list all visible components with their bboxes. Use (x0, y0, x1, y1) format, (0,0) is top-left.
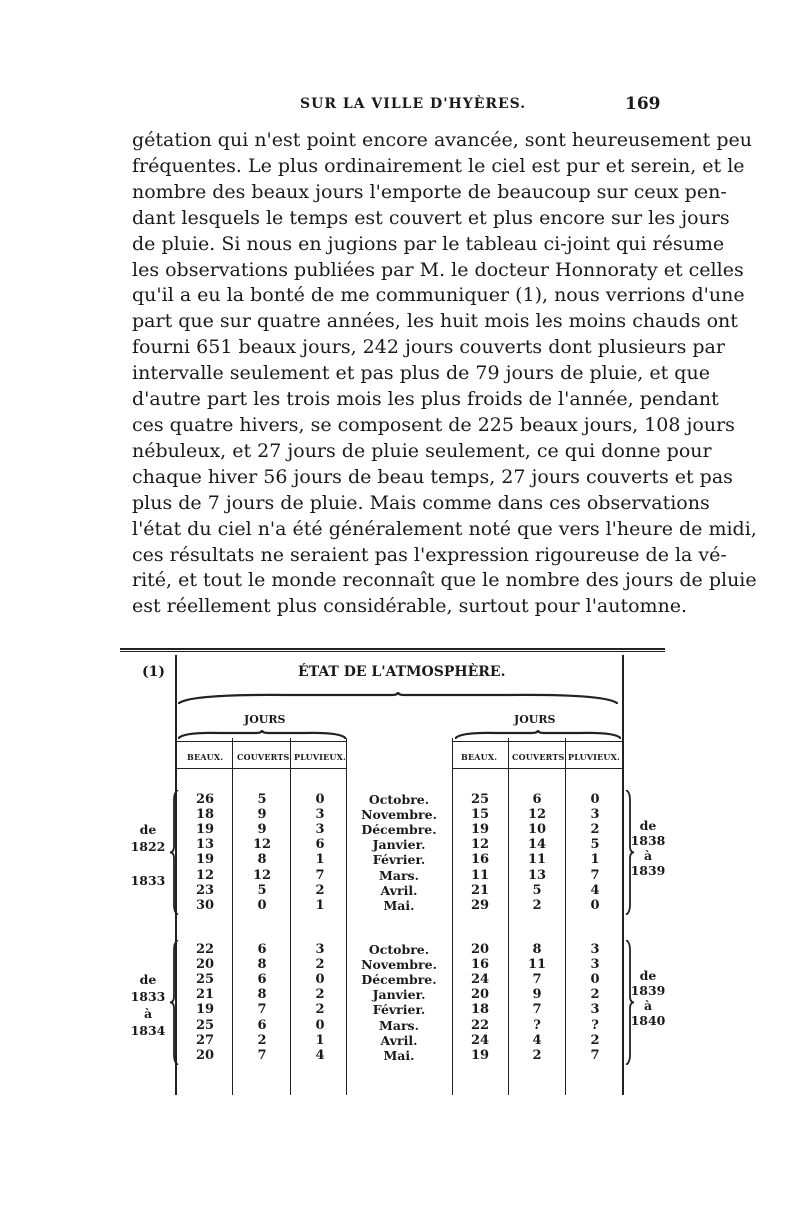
column-header: COUVERTS. (237, 752, 293, 762)
period-label-left: 1833 (130, 873, 166, 888)
cell-value: 3 (315, 822, 325, 838)
period-label-right: à (643, 998, 653, 1013)
cell-value: 12 (252, 867, 272, 883)
cell-value: 22 (470, 1017, 490, 1033)
month-label: Mai. (383, 1047, 415, 1063)
text-line: l'état du ciel n'a été généralement noté que vers l'heure de midi, (132, 517, 757, 540)
month-label: Avril. (380, 1032, 418, 1048)
cell-value: 2 (257, 1032, 267, 1048)
subheader-line-right (452, 741, 623, 742)
footnote-marker: (1) (142, 664, 165, 680)
period-label-right: de (639, 968, 657, 983)
cell-value: 19 (195, 1002, 215, 1018)
month-label: Février. (372, 1002, 426, 1018)
period-label-right: de (639, 818, 657, 833)
month-label: Décembre. (361, 972, 437, 988)
period-label-left: à (143, 1006, 153, 1021)
text-line: chaque hiver 56 jours de beau temps, 27 jours couverts et pas (132, 465, 733, 488)
column-header: PLUVIEUX. (568, 752, 620, 762)
cell-value: 11 (470, 867, 490, 883)
period-label-right: 1839 (630, 983, 666, 998)
cell-value: 3 (590, 1002, 600, 1018)
cell-value: 5 (257, 792, 267, 807)
cell-value: 18 (195, 807, 215, 823)
running-header (0, 96, 800, 120)
cell-value: 3 (590, 957, 600, 973)
cell-value: 2 (532, 897, 542, 913)
cell-value: 29 (470, 897, 490, 913)
column-header: BEAUX. (461, 752, 498, 762)
month-label: Novembre. (361, 957, 437, 973)
cell-value: 5 (590, 837, 600, 853)
month-label: Octobre. (368, 942, 430, 957)
cell-value: 26 (195, 792, 215, 807)
text-line: les observations publiées par M. le docteur Honnoraty et celles (132, 258, 744, 281)
page-number: 169 (625, 94, 661, 114)
cell-value: 20 (470, 987, 490, 1003)
month-label: Novembre. (361, 807, 437, 823)
cell-value: 25 (470, 792, 490, 807)
body-paragraph (132, 128, 757, 620)
period-label-left: de (139, 822, 157, 837)
cell-value: 9 (257, 807, 267, 823)
month-label: Mars. (379, 867, 419, 883)
cell-value: 0 (315, 792, 325, 807)
cell-value: 19 (470, 1047, 490, 1063)
jours-brace-right (455, 730, 621, 739)
month-label: Janvier. (372, 837, 426, 853)
cell-value: 16 (470, 852, 490, 868)
cell-value: 6 (532, 792, 542, 807)
cell-value: 9 (532, 987, 542, 1003)
cell-value: 7 (590, 1047, 600, 1063)
cell-value: 4 (590, 882, 600, 898)
cell-value: 4 (532, 1032, 542, 1048)
header-bottom-line-left (175, 768, 347, 769)
cell-value: 24 (470, 1032, 490, 1048)
cell-value: 1 (315, 897, 325, 913)
jours-label-left: JOURS (244, 713, 286, 726)
period-brace-left (170, 790, 180, 915)
cell-value: 6 (257, 1017, 267, 1033)
text-line: de pluie. Si nous en jugions par le tableau ci-joint qui résume (132, 232, 725, 255)
header-bottom-line-right (452, 768, 623, 769)
cell-value: 25 (195, 972, 215, 988)
cell-value: 9 (257, 822, 267, 838)
cell-value: 20 (470, 942, 490, 957)
text-line: intervalle seulement et pas plus de 79 jours de pluie, et que (132, 362, 710, 385)
cell-value: 3 (315, 942, 325, 957)
cell-value: 2 (590, 987, 600, 1003)
table-top-rule (120, 648, 665, 650)
cell-value: 8 (257, 852, 267, 868)
cell-value: 13 (527, 867, 547, 883)
column-line (452, 738, 453, 1095)
cell-value: 3 (590, 807, 600, 823)
cell-value: 24 (470, 972, 490, 988)
cell-value: 1 (315, 852, 325, 868)
cell-value: 8 (257, 987, 267, 1003)
title-brace (178, 692, 618, 704)
cell-value: 22 (195, 942, 215, 957)
cell-value: 0 (257, 897, 267, 913)
cell-value: 11 (527, 957, 547, 973)
cell-value: 2 (315, 1002, 325, 1018)
cell-value: 12 (195, 867, 215, 883)
period-brace-left (170, 940, 180, 1065)
cell-value: 19 (195, 852, 215, 868)
month-label: Octobre. (368, 792, 430, 807)
cell-value: 2 (590, 1032, 600, 1048)
cell-value: 21 (195, 987, 215, 1003)
cell-value: 20 (195, 957, 215, 973)
cell-value: 12 (470, 837, 490, 853)
period-brace-right (624, 940, 634, 1065)
cell-value: 2 (590, 822, 600, 838)
month-label: Mai. (383, 897, 415, 913)
cell-value: 6 (257, 972, 267, 988)
month-label: Février. (372, 852, 426, 868)
text-line: dant lesquels le temps est couvert et plus encore sur les jours (132, 206, 730, 229)
text-line: ces quatre hivers, se composent de 225 beaux jours, 108 jours (132, 413, 735, 436)
cell-value: 27 (195, 1032, 215, 1048)
cell-value: 5 (532, 882, 542, 898)
cell-value: 5 (257, 882, 267, 898)
cell-value: 3 (590, 942, 600, 957)
text-line: nombre des beaux jours l'emporte de beaucoup sur ceux pen- (132, 180, 727, 203)
column-header: BEAUX. (187, 752, 224, 762)
column-line (508, 738, 509, 1095)
cell-value: 6 (315, 837, 325, 853)
column-header: PLUVIEUX. (294, 752, 346, 762)
text-line: nébuleux, et 27 jours de pluie seulement, ce qui donne pour (132, 439, 712, 462)
text-line: gétation qui n'est point encore avancée, sont heureusement peu (132, 129, 752, 151)
month-label: Mars. (379, 1017, 419, 1033)
cell-value: 13 (195, 837, 215, 853)
table-top-rule-2 (120, 651, 665, 652)
period-label-left: 1822 (130, 839, 166, 854)
cell-value: 20 (195, 1047, 215, 1063)
cell-value: ? (591, 1017, 599, 1033)
text-line: est réellement plus considérable, surtout pour l'automne. (132, 595, 688, 618)
cell-value: 15 (470, 807, 490, 823)
cell-value: 16 (470, 957, 490, 973)
text-line: ces résultats ne seraient pas l'expression rigoureuse de la vé- (132, 543, 727, 566)
cell-value: 2 (532, 1047, 542, 1063)
period-label-right: 1838 (630, 833, 666, 848)
column-line (290, 738, 291, 1095)
text-line: d'autre part les trois mois les plus froids de l'année, pendant (132, 388, 719, 411)
cell-value: 12 (527, 807, 547, 823)
cell-value: 7 (257, 1002, 267, 1018)
cell-value: 0 (590, 972, 600, 988)
cell-value: 7 (257, 1047, 267, 1063)
month-label: Janvier. (372, 987, 426, 1003)
column-line (232, 738, 233, 1095)
period-label-right: à (643, 848, 653, 863)
table-title: ÉTAT DE L'ATMOSPHÈRE. (298, 664, 506, 680)
cell-value: 7 (590, 867, 600, 883)
cell-value: 10 (527, 822, 547, 838)
text-line: plus de 7 jours de pluie. Mais comme dans ces observations (132, 491, 710, 514)
cell-value: 1 (315, 1032, 325, 1048)
cell-value: 21 (470, 882, 490, 898)
cell-value: 4 (315, 1047, 325, 1063)
cell-value: 3 (315, 807, 325, 823)
column-header: COUVERTS. (512, 752, 568, 762)
month-label: Avril. (380, 882, 418, 898)
cell-value: 1 (590, 852, 600, 868)
cell-value: 19 (470, 822, 490, 838)
cell-value: 0 (590, 897, 600, 913)
cell-value: 7 (315, 867, 325, 883)
running-title: SUR LA VILLE D'HYÈRES. (300, 96, 527, 112)
month-label: Décembre. (361, 822, 437, 838)
period-label-right: 1839 (630, 863, 666, 878)
cell-value: 2 (315, 882, 325, 898)
cell-value: 12 (252, 837, 272, 853)
period-brace-right (624, 790, 634, 915)
cell-value: ? (533, 1017, 541, 1033)
cell-value: 23 (195, 882, 215, 898)
cell-value: 7 (532, 972, 542, 988)
period-label-left: 1834 (130, 1023, 166, 1038)
cell-value: 19 (195, 822, 215, 838)
subheader-line-left (175, 741, 347, 742)
cell-value: 2 (315, 987, 325, 1003)
cell-value: 11 (527, 852, 547, 868)
cell-value: 0 (315, 1017, 325, 1033)
cell-value: 25 (195, 1017, 215, 1033)
text-line: rité, et tout le monde reconnaît que le nombre des jours de pluie (132, 569, 757, 592)
text-line: qu'il a eu la bonté de me communiquer (1), nous verrions d'une (132, 284, 745, 307)
cell-value: 14 (527, 837, 547, 853)
column-line (565, 738, 566, 1095)
period-label-left: 1833 (130, 989, 166, 1004)
cell-value: 7 (532, 1002, 542, 1018)
cell-value: 30 (195, 897, 215, 913)
text-line: fréquentes. Le plus ordinairement le ciel est pur et serein, et le (132, 154, 745, 177)
cell-value: 6 (257, 942, 267, 957)
jours-brace-left (178, 730, 346, 739)
period-label-right: 1840 (630, 1013, 666, 1028)
jours-label-right: JOURS (514, 713, 556, 726)
text-line: part que sur quatre années, les huit mois les moins chauds ont (132, 310, 738, 333)
cell-value: 8 (257, 957, 267, 973)
text-line: fourni 651 beaux jours, 242 jours couverts dont plusieurs par (132, 336, 725, 359)
cell-value: 2 (315, 957, 325, 973)
cell-value: 18 (470, 1002, 490, 1018)
cell-value: 0 (315, 972, 325, 988)
cell-value: 8 (532, 942, 542, 957)
cell-value: 0 (590, 792, 600, 807)
period-label-left: de (139, 972, 157, 987)
